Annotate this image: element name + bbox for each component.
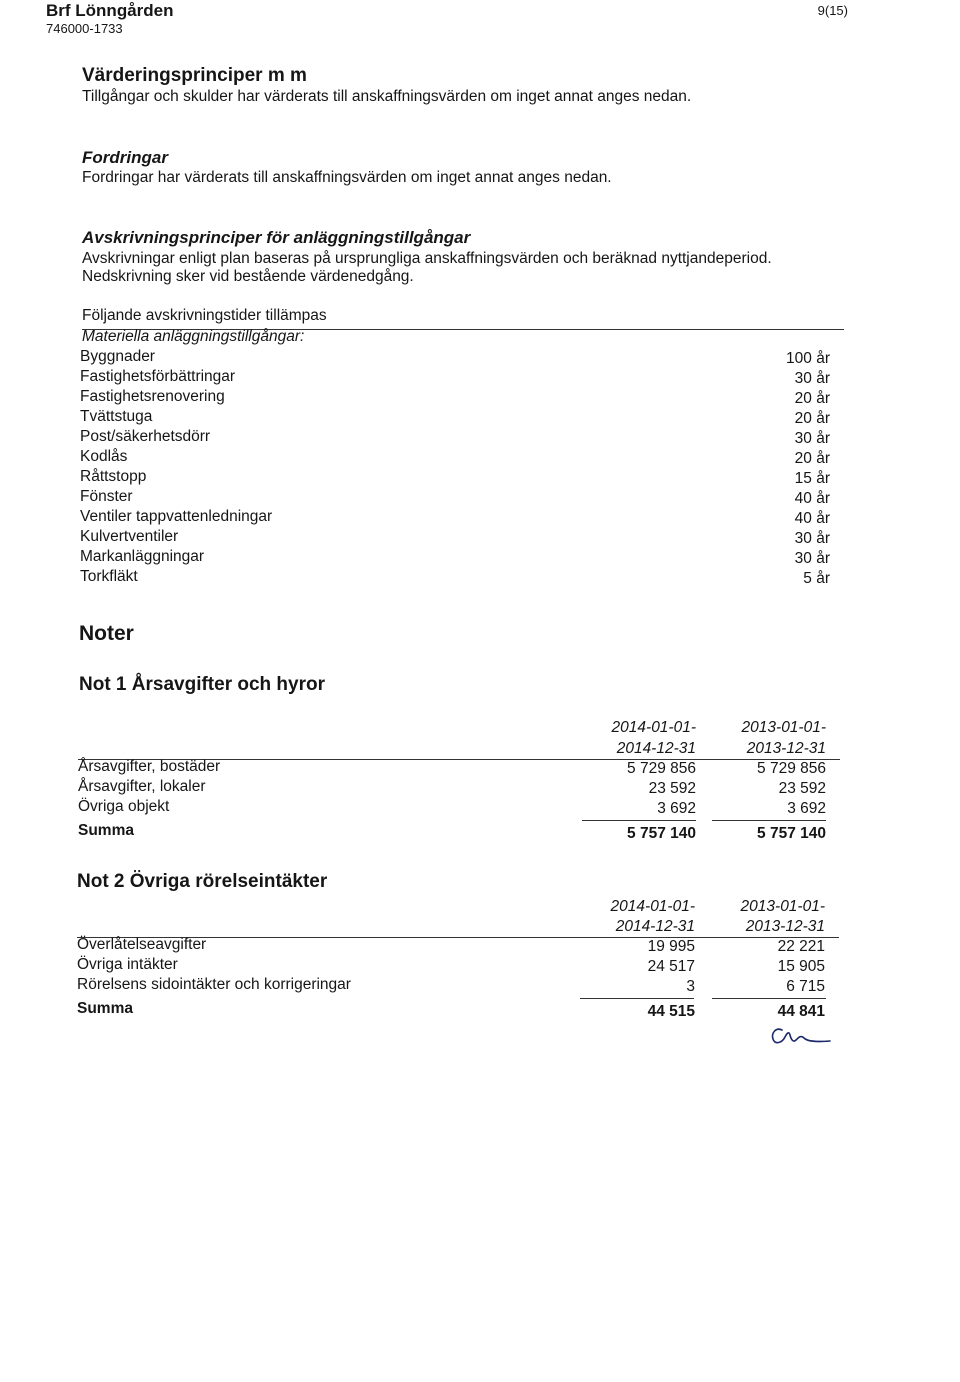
note2-period-prior-end: 2013-12-31 <box>745 918 825 935</box>
note2-row-current: 19 995 <box>647 938 695 955</box>
depreciation-row-value: 15 år <box>794 470 830 487</box>
note2-sum-rule-prior <box>712 998 826 999</box>
note2-row-prior: 6 715 <box>786 978 825 995</box>
note1-period-current-end: 2014-12-31 <box>616 740 696 757</box>
asset-category-heading: Materiella anläggningstillgångar: <box>82 328 305 345</box>
note2-sum-prior: 44 841 <box>777 1003 825 1020</box>
receivables-title: Fordringar <box>82 148 168 167</box>
depreciation-title: Avskrivningsprinciper för anläggningstillgångar <box>82 228 471 247</box>
note1-sum-label: Summa <box>78 822 134 839</box>
note2-row-label: Övriga intäkter <box>77 956 178 973</box>
note2-row-label: Överlåtelseavgifter <box>77 936 207 953</box>
note2-title: Not 2 Övriga rörelseintäkter <box>77 871 328 892</box>
note1-row-prior: 23 592 <box>778 780 826 797</box>
note1-row-label: Övriga objekt <box>78 798 170 815</box>
note2-row-prior: 15 905 <box>777 958 825 975</box>
note2-row-prior: 22 221 <box>777 938 825 955</box>
depreciation-row-label: Råttstopp <box>80 468 147 485</box>
note2-period-current-start: 2014-01-01- <box>610 898 695 915</box>
note1-sum-rule-current <box>582 820 696 821</box>
note2-period-prior-start: 2013-01-01- <box>740 898 825 915</box>
note1-period-prior-end: 2013-12-31 <box>746 740 826 757</box>
note2-sum-label: Summa <box>77 1000 133 1017</box>
depreciation-text-line1: Avskrivningar enligt plan baseras på ursprungliga anskaffningsvärden och beräknad nyttjandeperiod. <box>82 250 772 267</box>
note1-row-prior: 3 692 <box>787 800 826 817</box>
depreciation-row-label: Fastighetsförbättringar <box>80 368 236 385</box>
receivables-text: Fordringar har värderats till anskaffningsvärden om inget annat anges nedan. <box>82 169 612 186</box>
depreciation-row-label: Kulvertventiler <box>80 528 179 545</box>
depreciation-row-value: 20 år <box>794 450 830 467</box>
notes-heading: Noter <box>79 622 134 645</box>
page-number: 9(15) <box>817 3 848 18</box>
note1-sum-prior: 5 757 140 <box>757 825 826 842</box>
depreciation-table-caption: Följande avskrivningstider tillämpas <box>82 307 327 324</box>
depreciation-row-label: Torkfläkt <box>80 568 138 585</box>
note2-row-current: 24 517 <box>647 958 695 975</box>
note1-row-current: 3 692 <box>657 800 696 817</box>
depreciation-row-value: 30 år <box>794 370 830 387</box>
depreciation-row-value: 5 år <box>803 570 830 587</box>
note1-row-label: Årsavgifter, bostäder <box>78 758 221 775</box>
note1-row-current: 23 592 <box>648 780 696 797</box>
depreciation-row-value: 20 år <box>794 410 830 427</box>
note2-row-current: 3 <box>686 978 695 995</box>
note2-sum-rule-current <box>580 998 694 999</box>
depreciation-row-value: 40 år <box>794 490 830 507</box>
note2-row-label: Rörelsens sidointäkter och korrigeringar <box>77 976 351 993</box>
note2-period-current-end: 2014-12-31 <box>615 918 695 935</box>
note1-row-prior: 5 729 856 <box>757 760 826 777</box>
note1-title: Not 1 Årsavgifter och hyror <box>79 674 325 695</box>
valuation-title: Värderingsprinciper m m <box>82 65 307 86</box>
depreciation-row-label: Tvättstuga <box>80 408 153 425</box>
note1-period-prior-start: 2013-01-01- <box>741 719 826 736</box>
depreciation-row-value: 30 år <box>794 550 830 567</box>
depreciation-row-value: 30 år <box>794 530 830 547</box>
depreciation-row-value: 40 år <box>794 510 830 527</box>
depreciation-row-label: Markanläggningar <box>80 548 205 565</box>
depreciation-text-line2: Nedskrivning sker vid bestående värdenedgång. <box>82 268 414 285</box>
depreciation-row-label: Post/säkerhetsdörr <box>80 428 211 445</box>
depreciation-row-label: Fastighetsrenovering <box>80 388 225 405</box>
depreciation-row-label: Byggnader <box>80 348 155 365</box>
depreciation-row-value: 30 år <box>794 430 830 447</box>
valuation-text: Tillgångar och skulder har värderats till anskaffningsvärden om inget annat anges nedan. <box>82 88 692 105</box>
handwritten-initials-icon <box>768 1021 832 1049</box>
depreciation-row-value: 100 år <box>786 350 830 367</box>
note1-row-current: 5 729 856 <box>627 760 696 777</box>
note1-sum-current: 5 757 140 <box>627 825 696 842</box>
depreciation-row-label: Ventiler tappvattenledningar <box>80 508 273 525</box>
depreciation-row-value: 20 år <box>794 390 830 407</box>
depreciation-row-label: Fönster <box>80 488 133 505</box>
note1-period-current-start: 2014-01-01- <box>611 719 696 736</box>
org-number: 746000-1733 <box>46 21 123 36</box>
note2-sum-current: 44 515 <box>647 1003 695 1020</box>
depreciation-row-label: Kodlås <box>80 448 128 465</box>
company-name: Brf Lönngården <box>46 1 174 20</box>
note1-sum-rule-prior <box>712 820 826 821</box>
note1-row-label: Årsavgifter, lokaler <box>78 778 206 795</box>
